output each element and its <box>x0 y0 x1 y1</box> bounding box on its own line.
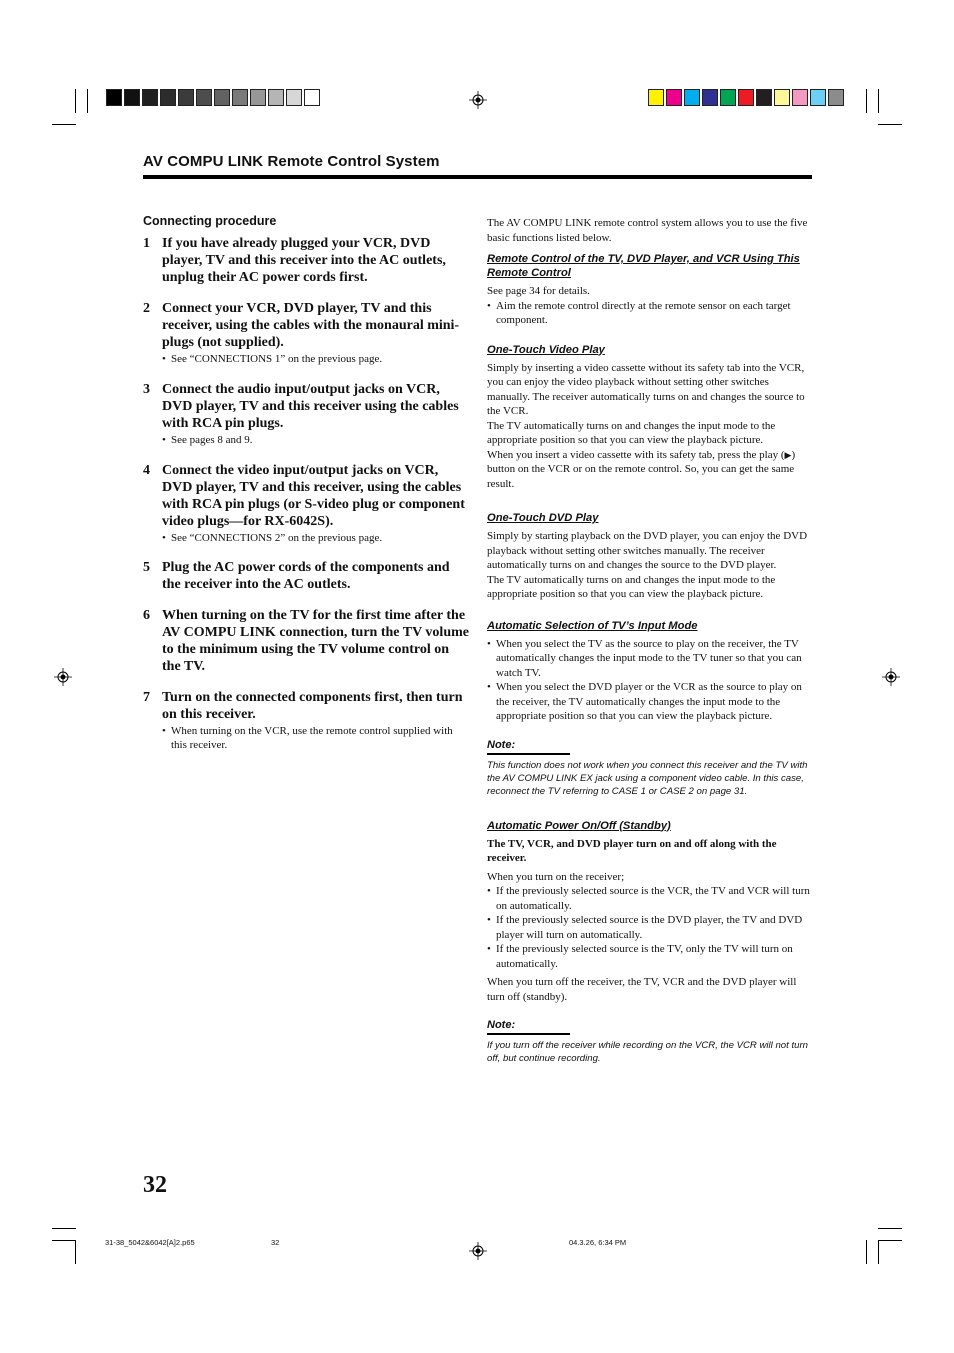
bullet-text: If the previously selected source is the DVD player, the TV and DVD player will turn on automatically. <box>496 914 803 941</box>
bullet-icon: • <box>487 943 491 955</box>
step-note <box>143 433 469 447</box>
note-text: If you turn off the receiver while recording on the VCR, the VCR will not turn off, but continue recording. <box>487 1040 809 1064</box>
power-bullet <box>487 913 812 942</box>
crop-mark <box>75 1240 76 1264</box>
step-instruction <box>143 689 469 723</box>
color-swatch <box>828 89 844 106</box>
step-number: 2 <box>143 301 150 316</box>
bullet-icon: • <box>487 637 491 650</box>
bullet-icon: • <box>487 914 491 926</box>
color-swatch <box>774 89 790 106</box>
bullet-icon: • <box>487 885 491 897</box>
color-swatch <box>304 89 320 106</box>
step-item <box>143 235 469 286</box>
step-note-text: See “CONNECTIONS 2” on the previous page. <box>171 532 383 544</box>
step-note <box>143 724 469 752</box>
input-mode-bullet <box>487 680 812 724</box>
bullet-text: When you select the DVD player or the VCR as the source to play on the receiver, the TV automatically changes the input mode to the appropriate position so that you can view the playback picture. <box>496 681 802 722</box>
power-bold-text: The TV, VCR, and DVD player turn on and off along with the receiver. <box>487 837 777 864</box>
step-note-text: See pages 8 and 9. <box>171 434 253 446</box>
step-instruction <box>143 607 469 675</box>
color-swatch <box>214 89 230 106</box>
crop-mark <box>866 89 867 113</box>
remote-control-heading: Remote Control of the TV, DVD Player, and VCR Using This Remote Control <box>487 253 800 279</box>
step-number: 5 <box>143 560 150 575</box>
color-swatch <box>142 89 158 106</box>
power-heading: Automatic Power On/Off (Standby) <box>487 819 671 832</box>
bullet-icon: • <box>487 681 491 693</box>
registration-mark-icon <box>882 668 900 686</box>
color-swatch <box>792 89 808 106</box>
color-swatch <box>124 89 140 106</box>
video-play-text-a: When you insert a video cassette with its safety tab, press the play ( <box>487 448 785 461</box>
video-play-text: Simply by inserting a video cassette without its safety tab into the VCR, you can enjoy the video playback without setting other switches manually. The receiver automatically turns on and changes the source to the VCR. <box>487 361 805 417</box>
step-item <box>143 300 469 366</box>
note-label: Note: <box>487 1019 570 1035</box>
bullet-icon: • <box>487 299 491 312</box>
page-title: AV COMPU LINK Remote Control System <box>143 153 440 170</box>
intro-text: The AV COMPU LINK remote control system allows you to use the five basic functions listed below. <box>487 217 808 244</box>
video-play-text <box>487 448 812 492</box>
step-instruction <box>143 381 469 432</box>
power-bullet <box>487 884 812 913</box>
video-play-heading: One-Touch Video Play <box>487 343 605 356</box>
crop-mark <box>878 1240 902 1241</box>
color-swatch <box>178 89 194 106</box>
registration-mark-icon <box>54 668 72 686</box>
crop-mark <box>878 124 902 125</box>
power-bullet <box>487 942 812 971</box>
step-note <box>143 531 469 545</box>
step-text: Turn on the connected components first, then turn on this receiver. <box>162 690 463 722</box>
bullet-icon: • <box>162 532 166 544</box>
color-swatch <box>738 89 754 106</box>
registration-mark-icon <box>469 91 487 109</box>
bullet-text: When you select the TV as the source to play on the receiver, the TV automatically changes the input mode to the TV tuner so that you can watch TV. <box>496 637 802 679</box>
video-play-text-b: ) button on the VCR or on the remote control. So, you can get the same result. <box>487 448 796 490</box>
crop-mark <box>52 1228 76 1229</box>
play-icon: ▶ <box>784 449 792 460</box>
dvd-play-text: The TV automatically turns on and changes the input mode to the appropriate position so that you can view the playback picture. <box>487 573 776 600</box>
step-number: 1 <box>143 236 150 251</box>
crop-mark <box>87 89 88 113</box>
connecting-heading: Connecting procedure <box>143 214 277 228</box>
step-text: Connect the video input/output jacks on VCR, DVD player, TV and this receiver, using the cables with RCA pin plugs (or S-video plug or component video plugs—for RX-6042S). <box>162 463 465 529</box>
color-swatch <box>268 89 284 106</box>
step-instruction <box>143 559 469 593</box>
crop-mark <box>878 89 879 113</box>
color-swatch <box>810 89 826 106</box>
color-swatch <box>756 89 772 106</box>
step-item <box>143 689 469 752</box>
remote-control-text: See page 34 for details. <box>487 285 590 297</box>
step-number: 6 <box>143 608 150 623</box>
crop-mark <box>878 1228 902 1229</box>
color-swatch <box>160 89 176 106</box>
step-text: Connect your VCR, DVD player, TV and this receiver, using the cables with the monaural mini-plugs (not supplied). <box>162 301 460 350</box>
crop-mark <box>866 1240 867 1264</box>
connecting-procedure <box>143 214 469 752</box>
step-item <box>143 381 469 447</box>
power-text: When you turn on the receiver; <box>487 870 625 883</box>
note-label: Note: <box>487 739 570 755</box>
step-note-text: When turning on the VCR, use the remote control supplied with this receiver. <box>171 725 453 751</box>
color-swatch <box>666 89 682 106</box>
bullet-text: If the previously selected source is the VCR, the TV and VCR will turn on automatically. <box>496 885 810 912</box>
video-play-text: The TV automatically turns on and changes the input mode to the appropriate position so that you can view the playback picture. <box>487 419 776 446</box>
color-swatch <box>196 89 212 106</box>
step-item <box>143 559 469 593</box>
footer-date: 04.3.26, 6:34 PM <box>569 1238 627 1247</box>
step-item <box>143 607 469 675</box>
crop-mark <box>878 1240 879 1264</box>
bullet-icon: • <box>162 434 166 446</box>
step-text: If you have already plugged your VCR, DVD player, TV and this receiver into the AC outlets, unplug their AC power cords first. <box>162 236 446 285</box>
step-number: 7 <box>143 690 150 705</box>
step-instruction <box>143 462 469 530</box>
step-item <box>143 462 469 545</box>
functions-column <box>487 216 812 1065</box>
color-swatch <box>250 89 266 106</box>
color-swatch <box>286 89 302 106</box>
note-text: This function does not work when you connect this receiver and the TV with the AV COMPU LINK EX jack using a component video cable. In this case, reconnect the TV referring to CASE 1 or CASE 2 on page 31. <box>487 759 808 797</box>
power-text: When you turn off the receiver, the TV, VCR and the DVD player will turn off (standby). <box>487 976 797 1003</box>
input-mode-bullet <box>487 637 812 681</box>
color-swatch <box>684 89 700 106</box>
dvd-play-text: Simply by starting playback on the DVD player, you can enjoy the DVD playback without setting other switches manually. The receiver automatically turns on and changes the source to the DVD player. <box>487 530 808 571</box>
bullet-text: If the previously selected source is the TV, only the TV will turn on automatically. <box>496 943 793 970</box>
step-text: When turning on the TV for the first time after the AV COMPU LINK connection, turn the TV volume to the minimum using the TV volume control on the TV. <box>162 608 469 674</box>
registration-mark-icon <box>469 1242 487 1260</box>
color-swatch <box>232 89 248 106</box>
bullet-icon: • <box>162 725 166 737</box>
color-swatch <box>720 89 736 106</box>
step-number: 4 <box>143 463 150 478</box>
step-text: Connect the audio input/output jacks on VCR, DVD player, TV and this receiver using the cables with RCA pin plugs. <box>162 382 459 431</box>
remote-control-bullet <box>487 299 812 328</box>
step-instruction <box>143 300 469 351</box>
color-swatch <box>702 89 718 106</box>
crop-mark <box>52 1240 76 1241</box>
color-swatch <box>106 89 122 106</box>
step-number: 3 <box>143 382 150 397</box>
input-mode-heading: Automatic Selection of TV’s Input Mode <box>487 619 698 632</box>
footer-filename: 31-38_5042&6042[A]2.p65 <box>105 1238 195 1247</box>
page-number: 32 <box>143 1172 167 1198</box>
crop-mark <box>75 89 76 113</box>
title-rule <box>143 175 812 179</box>
step-instruction <box>143 235 469 286</box>
step-text: Plug the AC power cords of the components and the receiver into the AC outlets. <box>162 560 450 592</box>
step-note-text: See “CONNECTIONS 1” on the previous page. <box>171 353 383 365</box>
color-swatch <box>648 89 664 106</box>
dvd-play-heading: One-Touch DVD Play <box>487 512 599 524</box>
bullet-text: Aim the remote control directly at the remote sensor on each target component. <box>496 299 791 326</box>
step-note <box>143 352 469 366</box>
footer-page: 32 <box>271 1238 280 1247</box>
crop-mark <box>52 124 76 125</box>
bullet-icon: • <box>162 353 166 365</box>
